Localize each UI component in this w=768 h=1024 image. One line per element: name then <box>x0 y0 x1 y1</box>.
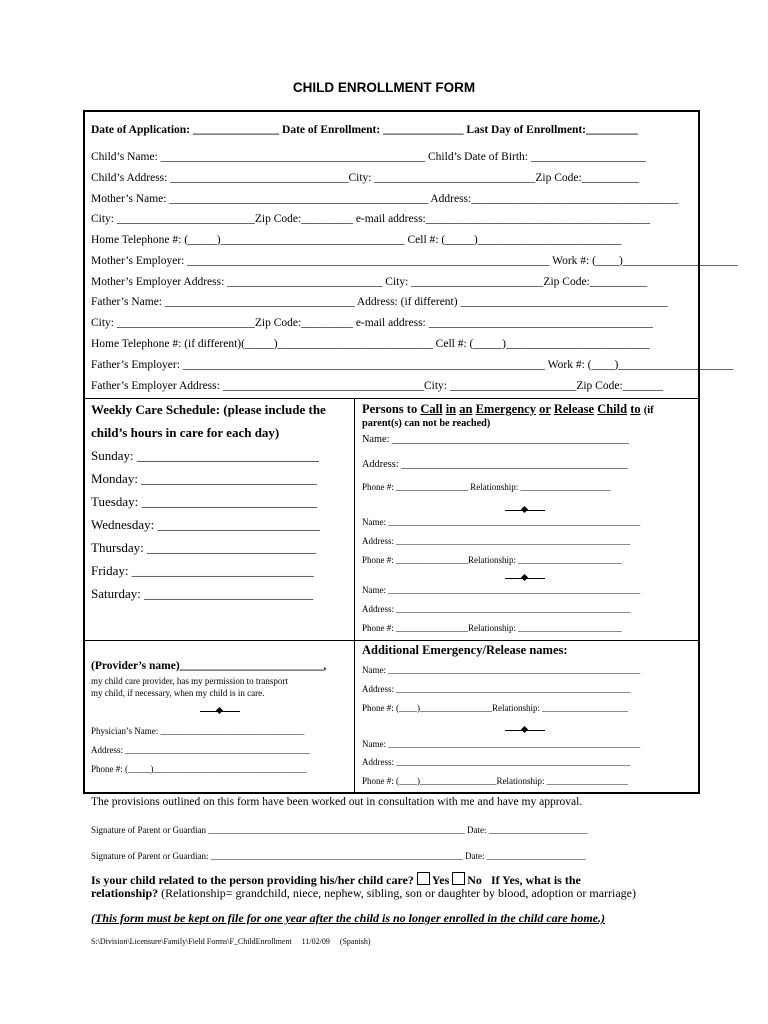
person2-phone[interactable]: Phone #: ________________Relationship: _______________________ <box>362 555 622 565</box>
father-city-row[interactable]: City: ________________________Zip Code:_________ e-mail address: _______________________________________ <box>91 317 653 329</box>
related-question-line2: relationship? (Relationship= grandchild, niece, nephew, sibling, son or daughter by blood, adoption or marriage) <box>91 886 636 900</box>
additional1-phone[interactable]: Phone #: (____)________________Relationship: ___________________ <box>362 703 628 713</box>
no-checkbox[interactable] <box>452 872 465 885</box>
schedule-heading-line1: Weekly Care Schedule: (please include the <box>91 402 326 417</box>
file-path-footer: S:\Division\Licensure\Family\Field Forms\F_ChildEnrollment 11/02/09 (Spanish) <box>91 937 371 946</box>
persons-heading-line2: parent(s) can not be reached) <box>362 418 491 429</box>
person2-address[interactable]: Address: ____________________________________________________ <box>362 536 631 546</box>
separator-ornament <box>505 574 545 582</box>
provider-permission-text-1: my child care provider, has my permission to transport <box>91 676 288 686</box>
provider-permission-text-2: my child, if necessary, when my child is in care. <box>91 688 265 698</box>
father-employer-address-row[interactable]: Father’s Employer Address: ___________________________________City: ______________________Zip Code:_______ <box>91 380 663 392</box>
retention-note: (This form must be kept on file for one year after the child is no longer enrolled in the child care home.) <box>91 911 605 925</box>
person3-address[interactable]: Address: ____________________________________________________ <box>362 604 631 614</box>
mother-name-row[interactable]: Mother’s Name: _____________________________________________ Address:____________________________________ <box>91 193 679 205</box>
separator-ornament <box>200 707 240 715</box>
schedule-monday[interactable]: Monday: ___________________________ <box>91 471 317 486</box>
schedule-sunday[interactable]: Sunday: ____________________________ <box>91 448 319 463</box>
person3-phone[interactable]: Phone #: ________________Relationship: _______________________ <box>362 623 622 633</box>
schedule-friday[interactable]: Friday: ____________________________ <box>91 563 314 578</box>
separator-ornament <box>505 726 545 734</box>
schedule-thursday[interactable]: Thursday: __________________________ <box>91 540 316 555</box>
physician-name[interactable]: Physician’s Name: ________________________________ <box>91 726 305 736</box>
schedule-heading-line2: child’s hours in care for each day) <box>91 425 280 440</box>
mother-employer-row[interactable]: Mother’s Employer: _______________________________________________________________ Work #: (____)____________________ <box>91 255 738 267</box>
provider-name-line[interactable]: (Provider’s name)_________________________, <box>91 660 327 672</box>
person2-name[interactable]: Name: ________________________________________________________ <box>362 517 641 527</box>
person1-phone[interactable]: Phone #: ________________ Relationship: ____________________ <box>362 482 611 492</box>
physician-address[interactable]: Address: _________________________________________ <box>91 745 310 755</box>
parent-signature-1[interactable]: Signature of Parent or Guardian _________________________________________________________ Date: ______________________ <box>91 825 588 835</box>
separator-ornament <box>505 506 545 514</box>
physician-phone[interactable]: Phone #: (_____)__________________________________ <box>91 764 307 774</box>
person1-address[interactable]: Address: ____________________________________________ <box>362 459 628 470</box>
father-phone-row[interactable]: Home Telephone #: (if different)(_____)___________________________ Cell #: (_____)_________________________ <box>91 338 650 350</box>
child-address-row[interactable]: Child’s Address: _______________________________City: ____________________________Zip Code:__________ <box>91 172 640 184</box>
person3-name[interactable]: Name: ________________________________________________________ <box>362 585 641 595</box>
person1-name[interactable]: Name: ______________________________________________ <box>362 434 629 445</box>
mother-phone-row[interactable]: Home Telephone #: (_____)________________________________ Cell #: (_____)_________________________ <box>91 234 622 246</box>
additional2-address[interactable]: Address: ____________________________________________________ <box>362 757 631 767</box>
parent-signature-2[interactable]: Signature of Parent or Guardian: ________________________________________________________ Date: ______________________ <box>91 851 586 861</box>
mother-city-row[interactable]: City: ________________________Zip Code:_________ e-mail address:_______________________________________ <box>91 213 651 225</box>
yes-checkbox[interactable] <box>417 872 430 885</box>
additional-names-heading: Additional Emergency/Release names: <box>362 643 568 657</box>
related-question-line1: Is your child related to the person providing his/her child care? Yes No If Yes, what is the <box>91 873 581 887</box>
father-employer-row[interactable]: Father’s Employer: _______________________________________________________________ Work #: (____)____________________ <box>91 359 734 371</box>
divider-after-info <box>83 398 700 399</box>
additional2-name[interactable]: Name: ________________________________________________________ <box>362 739 641 749</box>
application-dates-row[interactable]: Date of Application: _______________ Date of Enrollment: ______________ Last Day of Enrollment:_________ <box>91 124 638 136</box>
schedule-tuesday[interactable]: Tuesday: ___________________________ <box>91 494 317 509</box>
additional2-phone[interactable]: Phone #: (____)_________________Relationship: __________________ <box>362 776 628 786</box>
provisions-statement: The provisions outlined on this form have been worked out in consultation with me and have my approval. <box>91 796 583 808</box>
additional1-address[interactable]: Address: ____________________________________________________ <box>362 684 631 694</box>
form-title: CHILD ENROLLMENT FORM <box>292 80 476 95</box>
child-name-row[interactable]: Child’s Name: ______________________________________________ Child’s Date of Birth: ____________________ <box>91 151 646 163</box>
schedule-wednesday[interactable]: Wednesday: _________________________ <box>91 517 320 532</box>
divider-middle <box>83 640 700 641</box>
persons-heading-line1: Persons to Call in an Emergency or Release Child to (if <box>362 402 654 416</box>
additional1-name[interactable]: Name: ________________________________________________________ <box>362 665 641 675</box>
column-divider <box>354 398 355 794</box>
mother-employer-address-row[interactable]: Mother’s Employer Address: ___________________________ City: _______________________Zip Code:__________ <box>91 276 648 288</box>
schedule-saturday[interactable]: Saturday: __________________________ <box>91 586 314 601</box>
father-name-row[interactable]: Father’s Name: _________________________________ Address: (if different) ____________________________________ <box>91 296 668 308</box>
